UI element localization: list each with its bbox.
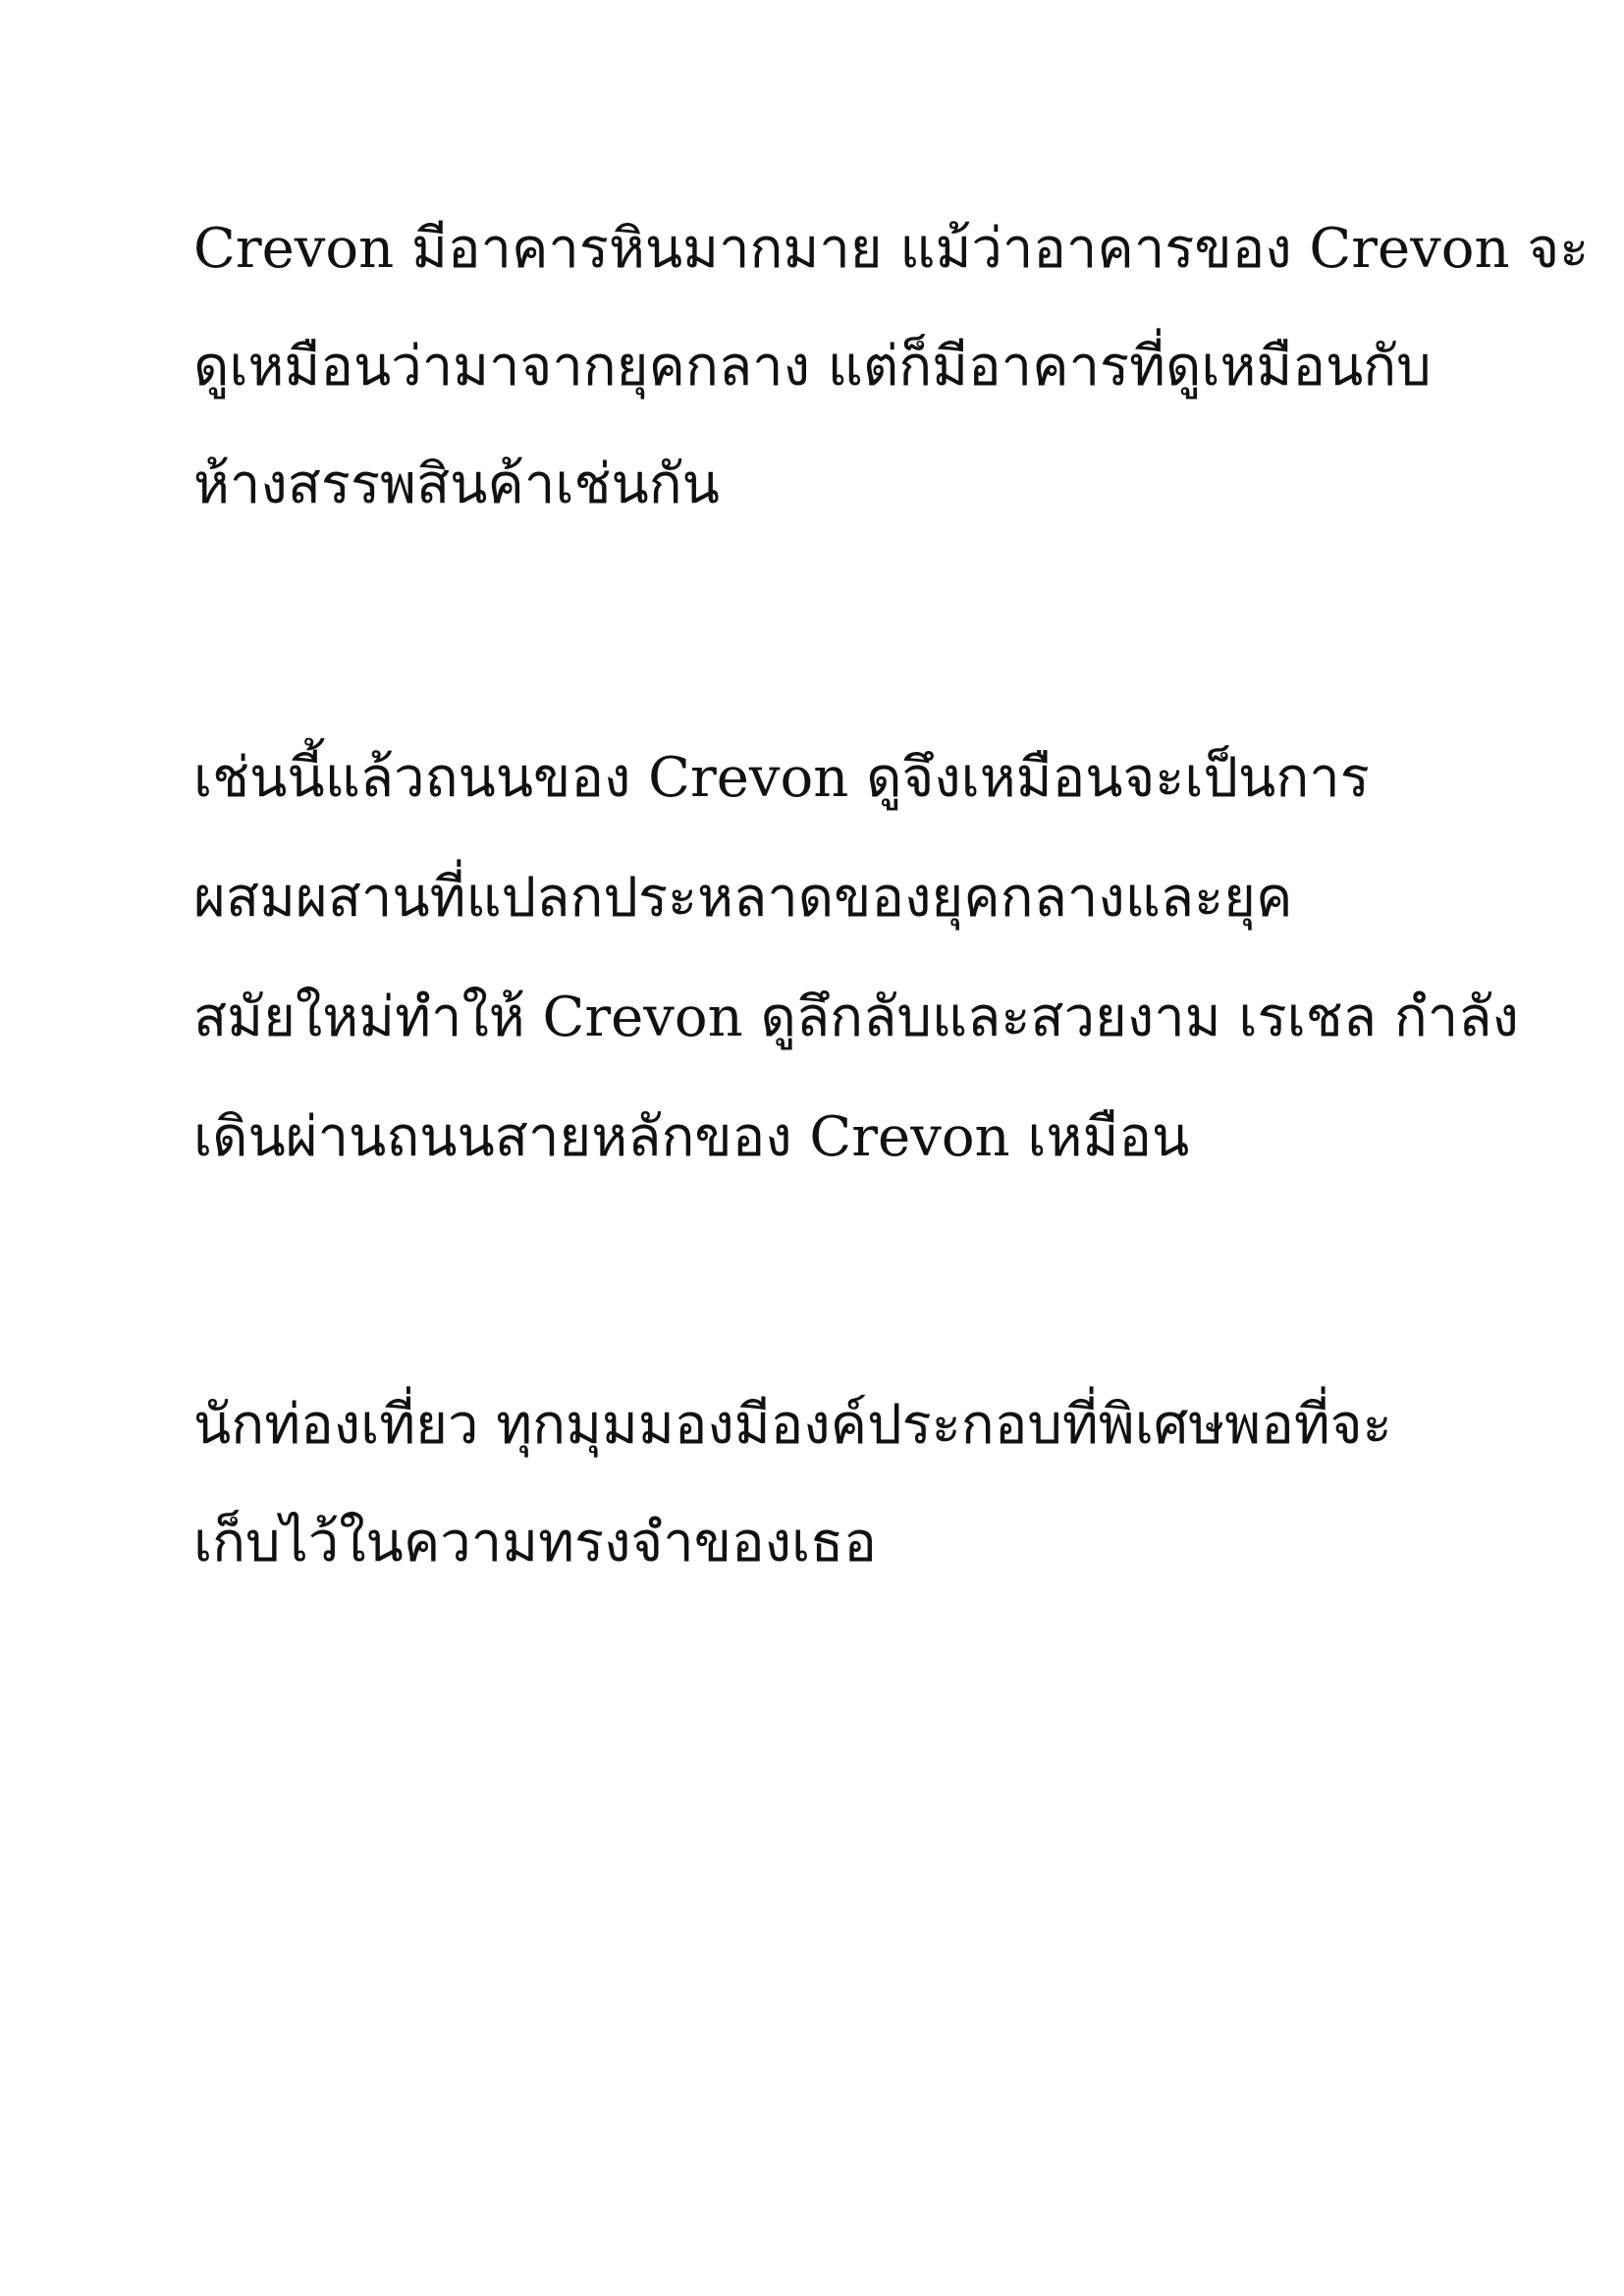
text-line: เดินผ่านถนนสายหลักของ Crevon เหมือน [193, 1105, 1190, 1169]
text-line: เช่นนี้แล้วถนนของ Crevon ดูจึงเหมือนจะเป็นการ [193, 746, 1370, 810]
text-line: Crevon มีอาคารหินมากมาย แม้ว่าอาคารของ Crevon จะ [193, 217, 1590, 281]
text-line: ห้างสรรพสินค้าเช่นกัน [193, 453, 720, 516]
text-line: สมัยใหม่ทำให้ Crevon ดูลึกลับและสวยงาม เรเชล กำลัง [193, 986, 1519, 1049]
text-line: เก็บไว้ในความทรงจำของเธอ [193, 1511, 877, 1575]
text-line: นักท่องเที่ยว ทุกมุมมองมีองค์ประกอบที่พิเศษพอที่จะ [193, 1393, 1392, 1457]
text-line: ดูเหมือนว่ามาจากยุคกลาง แต่ก็มีอาคารที่ดูเหมือนกับ [193, 335, 1432, 399]
text-line: ผสมผสานที่แปลกประหลาดของยุคกลางและยุค [193, 866, 1293, 930]
